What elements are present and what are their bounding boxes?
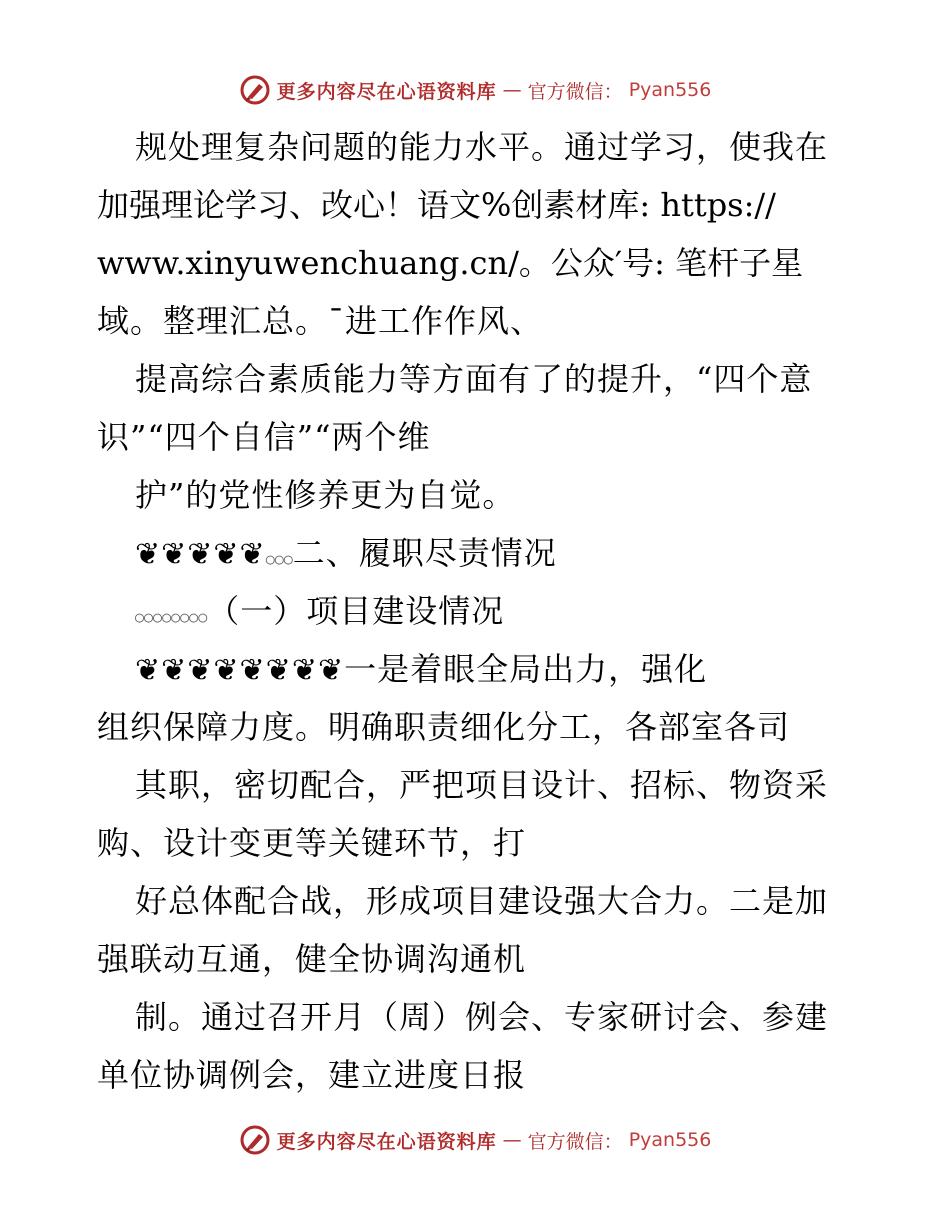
body-line-10 [97, 640, 857, 698]
body-line-1: 规处理复杂问题的能力水平。通过学习，使我在 [135, 128, 829, 166]
document-body [97, 118, 857, 1104]
body-line-13: 购、设计变更等关键环节，打 [97, 824, 527, 862]
section-heading-2-text: 二、履职尽责情况 [292, 534, 557, 572]
body-line-16: 制。通过召开月（周）例会、专家研讨会、参建 [135, 998, 829, 1036]
footer-handle: Pyan556 [628, 1129, 712, 1151]
body-line-2: 加强理论学习、改心！语文%创素材库: https:// [97, 186, 776, 224]
ornament-glyphs: ❦❦❦❦❦❦❦❦ [135, 653, 345, 688]
placeholder-dots: ○○○ [265, 550, 293, 568]
header-dash: — [502, 79, 522, 101]
footer-dash: — [502, 1129, 522, 1151]
header-wechat-label: 官方微信： [527, 80, 623, 103]
body-line-4: 域。整理汇总。¯进工作作风、 [97, 302, 544, 340]
pen-logo-icon [239, 1124, 271, 1156]
body-line-14: 好总体配合战，形成项目建设强大合力。二是加 [135, 882, 829, 920]
body-line-17: 单位协调例会，建立进度日报 [97, 1056, 527, 1094]
placeholder-dots: ○○○○○○○○ [135, 608, 208, 626]
ornament-glyphs: ❦❦❦❦❦ [135, 537, 266, 572]
body-line-11: 组织保障力度。明确职责细化分工，各部室各司 [97, 708, 791, 746]
footer-brand: 更多内容尽在心语资料库 [276, 1130, 497, 1153]
section-heading-2 [97, 524, 857, 582]
body-line-5: 提高综合素质能力等方面有了的提升，“四个意 [135, 360, 813, 398]
footer-banner [0, 1124, 950, 1156]
body-line-10-text: 一是着眼全局出力，强化 [344, 650, 708, 688]
body-line-6: 识”“四个自信”“两个维 [97, 418, 431, 456]
body-line-7: 护”的党性修养更为自觉。 [135, 476, 516, 514]
header-banner [0, 74, 950, 106]
footer-wechat-label: 官方微信： [527, 1130, 623, 1153]
body-line-15: 强联动互通，健全协调沟通机 [97, 940, 527, 978]
body-line-3: www.xinyuwenchuang.cn/。公众′号: 笔杆子星 [97, 244, 804, 282]
body-line-12: 其职，密切配合，严把项目设计、招标、物资采 [135, 766, 829, 804]
subsection-heading-1 [97, 582, 857, 640]
subsection-heading-1-text: （一）项目建设情况 [207, 592, 505, 630]
pen-logo-icon [239, 74, 271, 106]
header-handle: Pyan556 [628, 79, 712, 101]
header-brand: 更多内容尽在心语资料库 [276, 80, 497, 103]
